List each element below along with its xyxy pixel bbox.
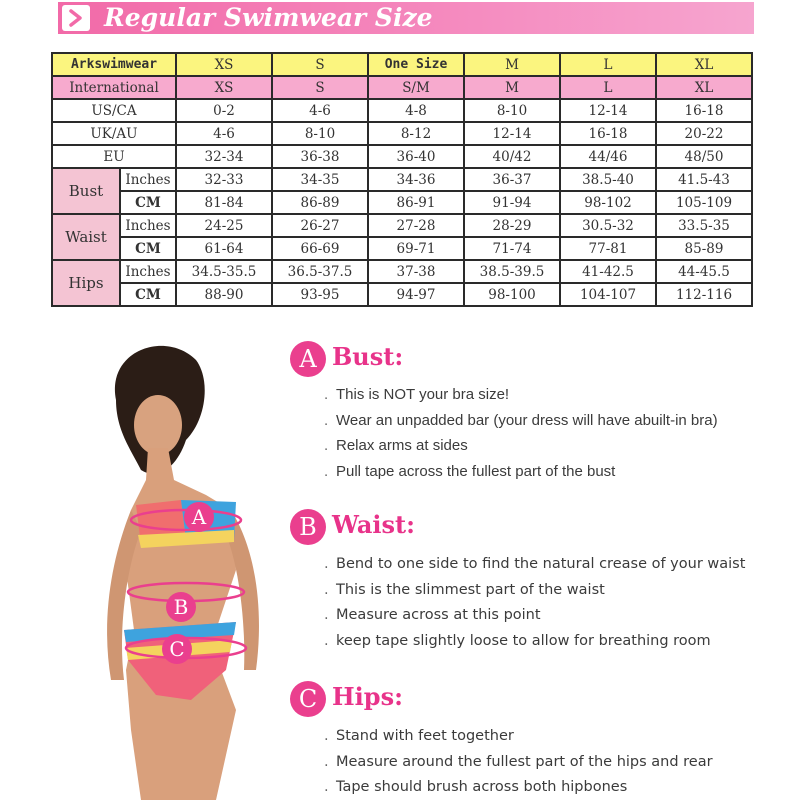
table-cell: 104-107: [560, 283, 656, 306]
table-cell: L: [560, 76, 656, 99]
table-cell: 20-22: [656, 122, 752, 145]
table-cell: M: [464, 76, 560, 99]
table-row-hips-cm: [52, 283, 752, 306]
table-cell: 36-37: [464, 168, 560, 191]
table-cell: 93-95: [272, 283, 368, 306]
unit-label: CM: [120, 283, 176, 306]
table-cell: 69-71: [368, 237, 464, 260]
section-title: Bust:: [332, 342, 404, 371]
table-row-uk-au: [52, 122, 752, 145]
table-cell: 4-6: [176, 122, 272, 145]
table-cell: XL: [656, 76, 752, 99]
table-row-waist-inches: [52, 214, 752, 237]
list-item: . Measure around the fullest part of the hips and rear: [324, 753, 713, 770]
unit-label: Inches: [120, 214, 176, 237]
table-cell: 32-33: [176, 168, 272, 191]
group-label-waist: Waist: [52, 214, 120, 260]
list-item: . This is NOT your bra size!: [324, 386, 510, 403]
table-row-international: [52, 76, 752, 99]
row-label: US/CA: [52, 99, 176, 122]
list-item: . keep tape slightly loose to allow for breathing room: [324, 632, 711, 649]
column-header: L: [560, 53, 656, 76]
table-cell: 32-34: [176, 145, 272, 168]
brand-label: Arkswimwear: [52, 53, 176, 76]
marker-b-badge: B: [166, 592, 196, 622]
table-cell: 94-97: [368, 283, 464, 306]
table-cell: 105-109: [656, 191, 752, 214]
table-row-brand: [52, 53, 752, 76]
table-cell: 36-38: [272, 145, 368, 168]
list-item: . Tape should brush across both hipbones: [324, 779, 628, 796]
bullet-list: [324, 724, 713, 801]
list-item: . Bend to one side to find the natural crease of your waist: [324, 556, 746, 572]
column-header: S: [272, 53, 368, 76]
table-row-hips-inches: [52, 260, 752, 283]
column-header: XS: [176, 53, 272, 76]
table-cell: 36-40: [368, 145, 464, 168]
table-cell: 26-27: [272, 214, 368, 237]
size-chart-table: [51, 52, 753, 307]
table-cell: 77-81: [560, 237, 656, 260]
list-item: . Pull tape across the fullest part of the bust: [324, 462, 616, 480]
table-cell: 38.5-39.5: [464, 260, 560, 283]
table-cell: 28-29: [464, 214, 560, 237]
list-item: . This is the slimmest part of the waist: [324, 581, 605, 598]
table-cell: 4-8: [368, 99, 464, 122]
chevron-right-icon: [62, 5, 90, 31]
model-figure: [86, 330, 286, 800]
section-title: Waist:: [332, 510, 415, 539]
table-cell: 44-45.5: [656, 260, 752, 283]
unit-label: Inches: [120, 168, 176, 191]
bullet-list: [324, 382, 718, 484]
row-label: UK/AU: [52, 122, 176, 145]
table-cell: XS: [176, 76, 272, 99]
table-cell: 112-116: [656, 283, 752, 306]
group-label-hips: Hips: [52, 260, 120, 306]
table-cell: 16-18: [656, 99, 752, 122]
table-cell: S: [272, 76, 368, 99]
table-cell: 12-14: [464, 122, 560, 145]
table-cell: 12-14: [560, 99, 656, 122]
table-cell: 98-102: [560, 191, 656, 214]
badge-a: A: [290, 341, 326, 377]
table-cell: 36.5-37.5: [272, 260, 368, 283]
table-cell: 27-28: [368, 214, 464, 237]
table-cell: 40/42: [464, 145, 560, 168]
table-cell: S/M: [368, 76, 464, 99]
table-cell: 0-2: [176, 99, 272, 122]
table-cell: 98-100: [464, 283, 560, 306]
page-title: Regular Swimwear Size: [104, 3, 433, 32]
table-cell: 37-38: [368, 260, 464, 283]
unit-label: CM: [120, 191, 176, 214]
table-cell: 16-18: [560, 122, 656, 145]
table-cell: 61-64: [176, 237, 272, 260]
table-row-eu: [52, 145, 752, 168]
table-cell: 66-69: [272, 237, 368, 260]
section-title: Hips:: [332, 682, 403, 711]
table-cell: 4-6: [272, 99, 368, 122]
list-item: . Relax arms at sides: [324, 437, 468, 455]
table-row-bust-cm: [52, 191, 752, 214]
table-cell: 8-10: [272, 122, 368, 145]
table-cell: 38.5-40: [560, 168, 656, 191]
column-header: XL: [656, 53, 752, 76]
marker-c-badge: C: [162, 634, 192, 664]
table-cell: 24-25: [176, 214, 272, 237]
table-cell: 81-84: [176, 191, 272, 214]
table-cell: 41-42.5: [560, 260, 656, 283]
table-cell: 44/46: [560, 145, 656, 168]
table-cell: 8-12: [368, 122, 464, 145]
row-label: International: [52, 76, 176, 99]
marker-a-badge: A: [184, 502, 214, 532]
list-item: . Measure across at this point: [324, 607, 541, 624]
table-cell: 30.5-32: [560, 214, 656, 237]
table-row-us-ca: [52, 99, 752, 122]
column-header: M: [464, 53, 560, 76]
table-cell: 86-89: [272, 191, 368, 214]
table-cell: 71-74: [464, 237, 560, 260]
group-label-bust: Bust: [52, 168, 120, 214]
column-header: One Size: [368, 53, 464, 76]
table-cell: 34.5-35.5: [176, 260, 272, 283]
list-item: . Wear an unpadded bar (your dress will have abuilt-in bra): [324, 411, 718, 429]
table-cell: 34-36: [368, 168, 464, 191]
table-row-bust-inches: [52, 168, 752, 191]
list-item: . Stand with feet together: [324, 728, 514, 744]
model-illustration: [86, 330, 286, 800]
table-cell: 33.5-35: [656, 214, 752, 237]
table-cell: 85-89: [656, 237, 752, 260]
table-row-waist-cm: [52, 237, 752, 260]
table-cell: 8-10: [464, 99, 560, 122]
table-cell: 34-35: [272, 168, 368, 191]
badge-b: B: [290, 509, 326, 545]
unit-label: CM: [120, 237, 176, 260]
bullet-list: [324, 552, 745, 654]
table-cell: 41.5-43: [656, 168, 752, 191]
table-cell: 86-91: [368, 191, 464, 214]
table-cell: 48/50: [656, 145, 752, 168]
table-cell: 91-94: [464, 191, 560, 214]
row-label: EU: [52, 145, 176, 168]
badge-c: C: [290, 681, 326, 717]
unit-label: Inches: [120, 260, 176, 283]
table-cell: 88-90: [176, 283, 272, 306]
